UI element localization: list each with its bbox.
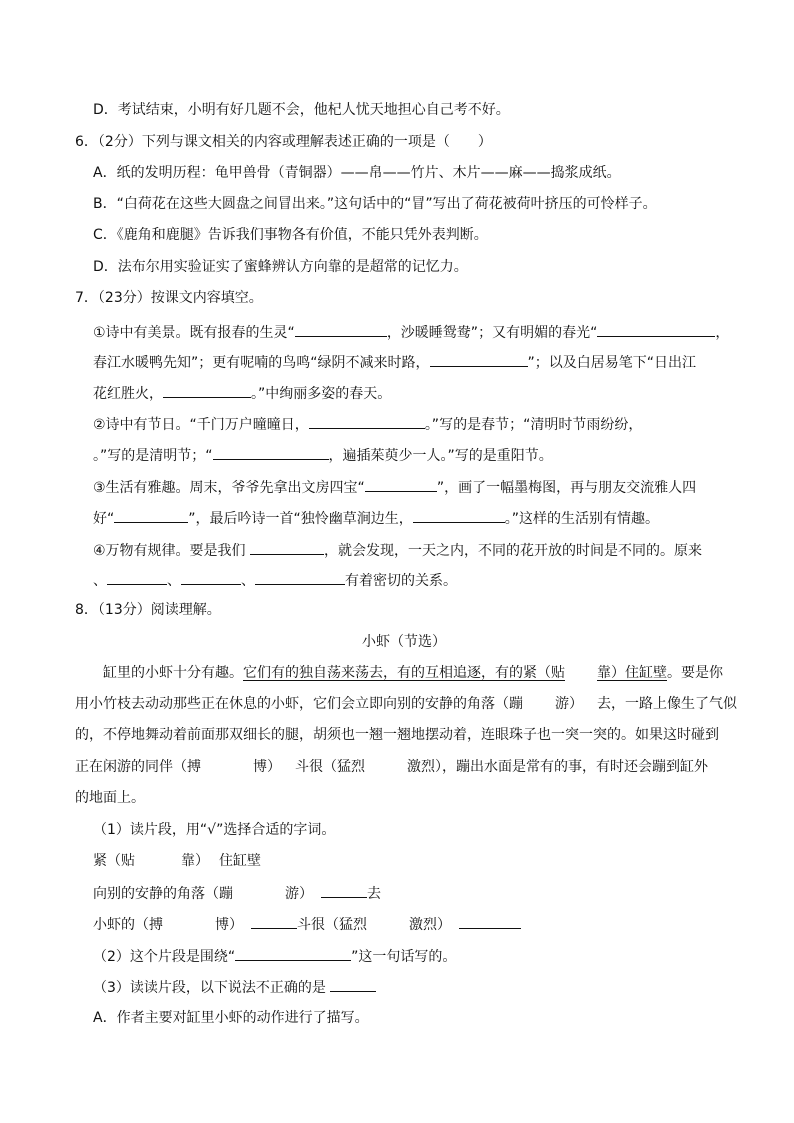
fill-blank[interactable] (597, 322, 715, 337)
fill-blank[interactable] (365, 477, 437, 492)
passage-line-3: 的，不停地舞动着前面那双细长的腿，胡须也一翘一翘地摆动着，连眼珠子也一突一突的。如果这时碰到 (75, 727, 719, 743)
q5-option-d (93, 101, 510, 119)
passage-line-2: 用小竹枝去动动那些正在休息的小虾，它们会立即向别的安静的角落（蹦 游） 去，一路上像生了气似 (75, 696, 737, 712)
q8-sub1-item-a: 紧（贴 靠） 住缸壁 (93, 853, 261, 869)
fill-blank[interactable] (107, 570, 167, 585)
q6-option-a-text: A．纸的发明历程：龟甲兽骨（青铜器）——帛——竹片、木片——麻——捣浆成纸。 (93, 165, 621, 181)
q7-line-7: 好“ ”，最后吟诗一首“独怜幽草涧边生， 。”这样的生活别有情趣。 (93, 508, 659, 528)
q8-sub1-item-c: 小虾的（搏 博） 斗很（猛烈 激烈） (93, 914, 521, 934)
q8-stem (75, 601, 221, 619)
q8-sub1-item-b: 向别的安静的角落（蹦 游） 去 (93, 883, 381, 903)
passage-line-5: 的地面上。 (75, 790, 145, 806)
q7-stem-text: 7．（23分）按课文内容填空。 (75, 290, 263, 306)
q5-option-d-text: D．考试结束，小明有好几题不会，他杞人忧天地担心自己考不好。 (93, 102, 510, 118)
q6-option-c-text: C．《鹿角和鹿腿》告诉我们事物各有价值，不能只凭外表判断。 (93, 227, 488, 243)
underlined-sentence-end: 靠）住缸壁 (597, 665, 667, 681)
q7-stem (75, 289, 263, 307)
fill-blank[interactable] (163, 383, 251, 398)
passage-line-1: 缸里的小虾十分有趣。它们有的独自荡来荡去，有的互相追逐，有的紧（贴 靠）住缸壁。要是你 (103, 665, 723, 681)
fill-blank[interactable] (295, 322, 387, 337)
q7-line-1: ①诗中有美景。既有报春的生灵“ ，沙暖睡鸳鸯”；又有明媚的春光“ ， (93, 322, 729, 342)
q6-stem (75, 133, 492, 151)
fill-blank[interactable] (413, 508, 505, 523)
fill-blank[interactable] (430, 352, 528, 367)
passage-title-text: 小虾（节选） (362, 634, 446, 650)
fill-blank[interactable] (114, 508, 188, 523)
fill-blank[interactable] (309, 414, 425, 429)
q6-option-b (93, 195, 657, 213)
q6-option-a (93, 164, 621, 182)
q6-stem-text: 6．（2分）下列与课文相关的内容或理解表述正确的一项是（ ） (75, 134, 492, 150)
q7-line-3: 花红胜火， 。”中绚丽多姿的春天。 (93, 383, 391, 403)
q8-sub3-option-a: A．作者主要对缸里小虾的动作进行了描写。 (93, 1010, 369, 1026)
fill-blank[interactable] (235, 946, 351, 961)
q7-line-6: ③生活有雅趣。周末，爷爷先拿出文房四宝“ ”，画了一幅墨梅图，再与朋友交流雅人四 (93, 477, 696, 497)
fill-blank[interactable] (255, 570, 345, 585)
q8-sub2: （2）这个片段是围绕“ ”这一句话写的。 (93, 946, 456, 966)
q8-sub1: （1）读片段，用“√”选择合适的字词。 (93, 822, 336, 838)
q8-stem-text: 8．（13分）阅读理解。 (75, 602, 221, 618)
passage-title (362, 633, 446, 651)
q6-option-b-text: B．“白荷花在这些大圆盘之间冒出来。”这句话中的“冒”写出了荷花被荷叶挤压的可怜样子。 (93, 196, 657, 212)
q6-option-d (93, 258, 468, 276)
fill-blank[interactable] (459, 914, 521, 929)
fill-blank[interactable] (250, 540, 324, 555)
fill-blank[interactable] (213, 445, 329, 460)
passage-line-4: 正在闲游的同伴（搏 博） 斗很（猛烈 激烈），蹦出水面是常有的事，有时还会蹦到缸外 (75, 759, 708, 775)
q7-line-5: 。”写的是清明节；“ ，遍插茱萸少一人。”写的是重阳节。 (93, 445, 553, 465)
q7-line-2: 春江水暖鸭先知”；更有呢喃的鸟鸣“绿阴不减来时路， ”；以及白居易笔下“日出江 (93, 352, 696, 372)
q7-line-4: ②诗中有节日。“千门万户曈曈日， 。”写的是春节；“清明时节雨纷纷， (93, 414, 642, 434)
fill-blank[interactable] (330, 977, 376, 992)
fill-blank[interactable] (181, 570, 241, 585)
fill-blank[interactable] (251, 914, 297, 929)
q6-option-c (93, 226, 488, 244)
underlined-sentence: 它们有的独自荡来荡去，有的互相追逐，有的紧（贴 (243, 665, 565, 681)
q7-line-9: 、 、 、 有着密切的关系。 (93, 570, 457, 590)
fill-blank[interactable] (321, 883, 367, 898)
q7-line-8: ④万物有规律。要是我们 ，就会发现，一天之内，不同的花开放的时间是不同的。原来 (93, 540, 702, 560)
q8-sub3: （3）读读片段，以下说法不正确的是 (93, 977, 376, 997)
q6-option-d-text: D．法布尔用实验证实了蜜蜂辨认方向靠的是超常的记忆力。 (93, 259, 468, 275)
